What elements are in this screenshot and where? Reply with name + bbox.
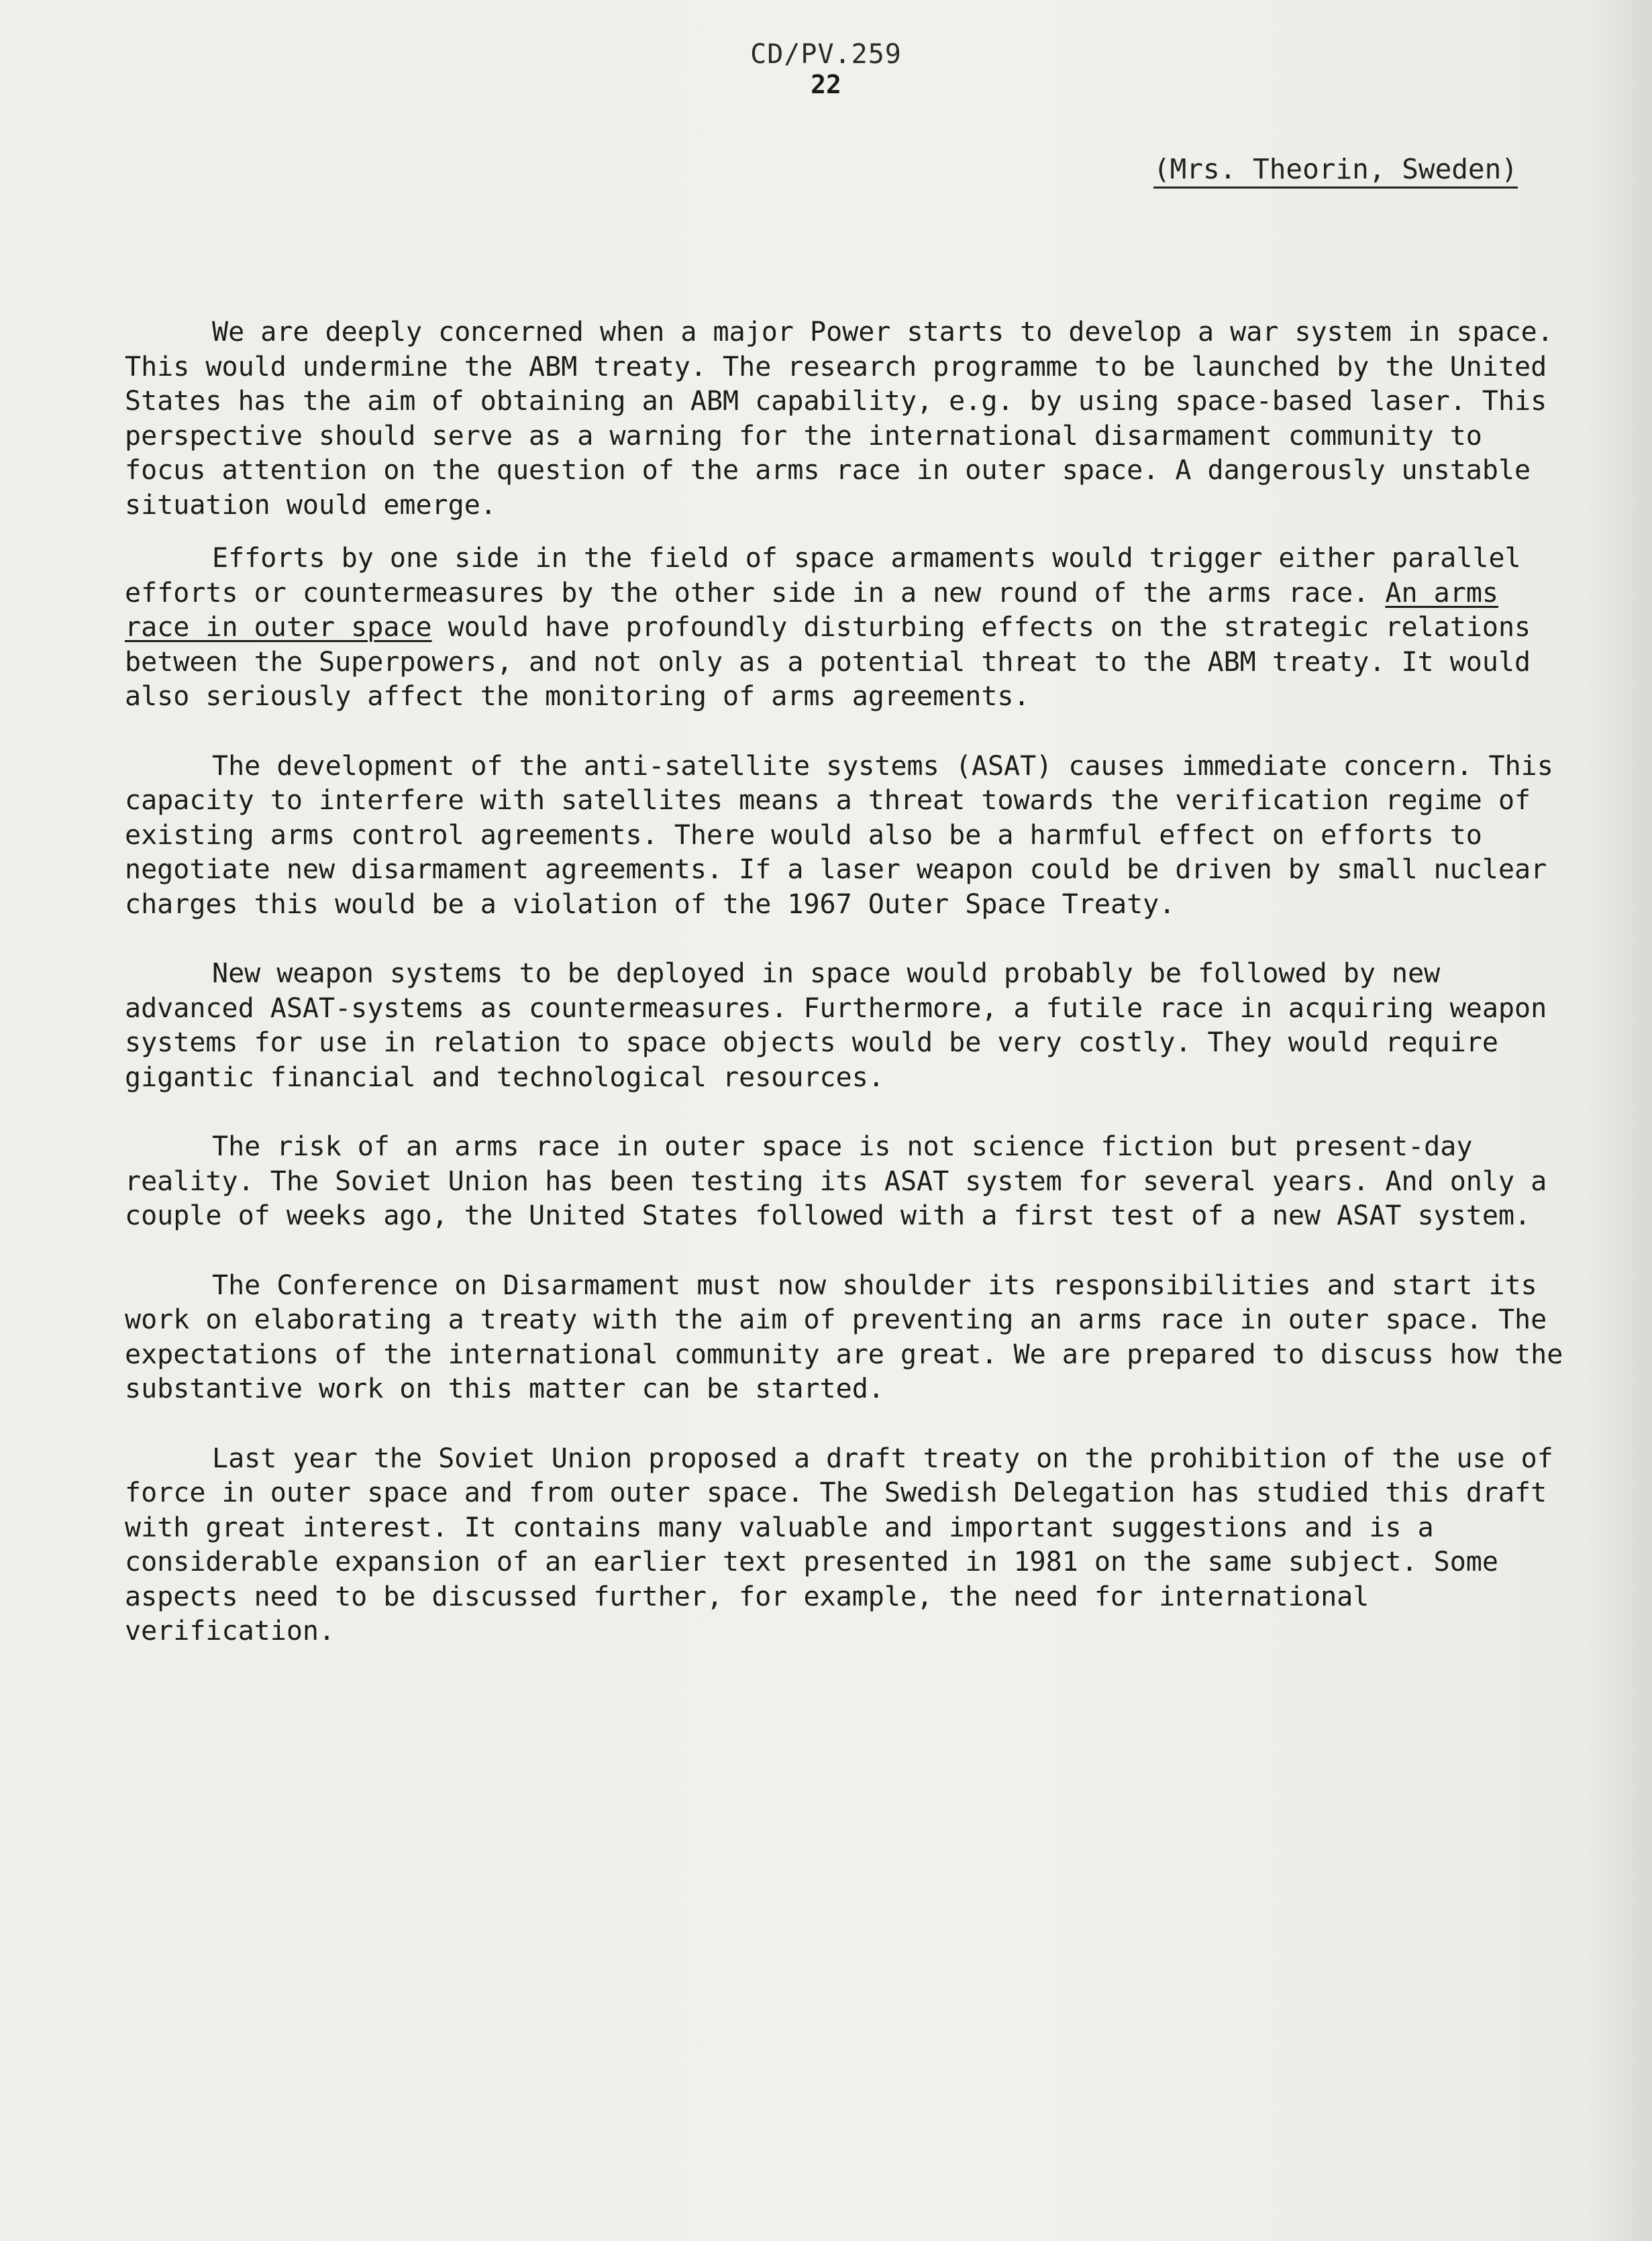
paragraph-1 (125, 315, 1574, 523)
paragraph-3 (125, 749, 1574, 923)
paragraph-1-text: We are deeply concerned when a major Power starts to develop a war system in space. This would undermine the ABM treaty. The research programme to be launched by the United States has the aim of obtaining an ABM capability, e.g. by using space-based laser. This perspective should serve as a warning for the international disarmament community to focus attention on the question of the arms race in outer space. A dangerously unstable situation would emerge. (125, 317, 1553, 521)
paragraph-3-text: The development of the anti-satellite systems (ASAT) causes immediate concern. This capacity to interfere with satellites means a threat towards the verification regime of existing arms control agreements. There would also be a harmful effect on efforts to negotiate new disarmament agreements. If a laser weapon could be driven by small nuclear charges this would be a violation of the 1967 Outer Space Treaty. (125, 750, 1553, 920)
paragraph-2-underlined-phrase: An arms race in outer space (125, 577, 1498, 643)
paragraph-5-text: The risk of an arms race in outer space is not science fiction but present-day reality. The Soviet Union has been testing its ASAT system for several years. And only a couple of weeks ago, the United States followed with a first test of a new ASAT system. (125, 1131, 1547, 1231)
page-number: 22 (811, 70, 841, 99)
paragraph-2-text-start: Efforts by one side in the field of space armaments would trigger either parallel efforts or countermeasures by the other side in a new round of the arms race. (125, 543, 1521, 609)
paragraph-5 (125, 1130, 1574, 1234)
paragraph-4-text: New weapon systems to be deployed in space would probably be followed by new advanced ASAT-systems as countermeasures. Furthermore, a futile race in acquiring weapon systems for use in relation to space objects would be very costly. They would require gigantic financial and technological resources. (125, 958, 1547, 1093)
paragraph-2 (125, 541, 1574, 715)
document-symbol: CD/PV.259 (750, 39, 902, 70)
paragraph-7 (125, 1442, 1574, 1649)
paragraph-2-text-end: would have profoundly disturbing effects on the strategic relations between the Superpowers, and not only as a potential threat to the ABM treaty. It would also seriously affect the monitoring of arms agreements. (125, 612, 1531, 712)
speaker-attribution: (Mrs. Theorin, Sweden) (1153, 153, 1518, 189)
document-body (125, 315, 1574, 1649)
paragraph-6-text: The Conference on Disarmament must now shoulder its responsibilities and start its work on elaborating a treaty with the aim of preventing an arms race in outer space. The expectations of the international community are great. We are prepared to discuss how the substantive work on this matter can be started. (125, 1269, 1563, 1404)
paragraph-4 (125, 957, 1574, 1095)
paragraph-6 (125, 1269, 1574, 1407)
paragraph-7-text: Last year the Soviet Union proposed a draft treaty on the prohibition of the use of force in outer space and from outer space. The Swedish Delegation has studied this draft with great interest. It contains many valuable and important suggestions and is a considerable expansion of an earlier text presented in 1981 on the same subject. Some aspects need to be discussed further, for example, the need for international verification. (125, 1443, 1553, 1647)
